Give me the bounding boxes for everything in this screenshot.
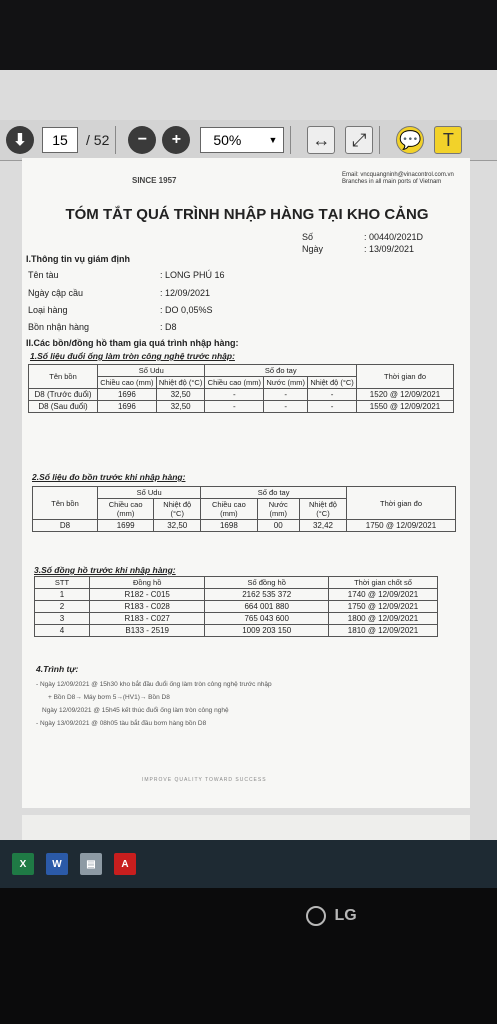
col-nhiet-do: Nhiệt độ (°C) [156,377,205,389]
table-3-caption: 3.Số đồng hồ trước khi nhập hàng: [34,565,176,575]
table-2-caption: 2.Số liệu đo bồn trước khi nhập hàng: [32,472,186,482]
section-4-heading: 4.Trình tự: [36,664,79,674]
section-2-heading: II.Các bồn/đồng hồ tham gia quá trình nhập hàng: [26,338,239,348]
zoom-out-button[interactable]: − [128,126,156,154]
table-meters [34,576,438,637]
info-label: Ngày cập cầu [28,288,84,298]
taskbar [0,840,497,888]
so-label: Số [302,232,314,242]
cell: D8 (Sau đuổi) [29,401,98,413]
cell: - [205,389,264,401]
monitor-brand: LG [334,907,357,925]
header-contact [342,172,454,186]
table-tank-before [32,486,456,532]
cell: 1009 203 150 [205,625,329,637]
col-thoi-gian: Thời gian đo [357,365,454,389]
col-chieu-cao-2: Chiều cao (mm) [201,499,257,520]
pdf-toolbar [0,120,497,161]
info-value: : D8 [160,322,177,332]
fit-page-icon[interactable]: ⤢ [345,126,373,154]
cell: 2 [35,601,90,613]
col-nuoc: Nước (mm) [257,499,299,520]
col-ten-bon: Tên bồn [29,365,98,389]
comment-icon[interactable]: 💬 [396,126,424,154]
excel-icon[interactable]: X [12,853,34,875]
cell: - [308,401,357,413]
cell: 1810 @ 12/09/2021 [329,625,438,637]
so-value: : 00440/2021D [364,232,424,242]
cell: 765 043 600 [205,613,329,625]
table-row [35,601,438,613]
col-nhiet-do: Nhiệt độ (°C) [154,499,201,520]
col-chieu-cao-2: Chiều cao (mm) [205,377,264,389]
cell: 1740 @ 12/09/2021 [329,589,438,601]
table-row [29,401,454,413]
toolbar-divider [115,126,116,154]
header-email: Email: vncquangninh@vinacontrol.com.vn [342,172,454,178]
table-1-caption: 1.Số liệu đuổi ống làm tròn công nghệ trước nhập: [30,351,235,361]
cell: 00 [257,520,299,532]
table-row [33,520,456,532]
cell: 1520 @ 12/09/2021 [357,389,454,401]
note-line: + Bồn D8→ Máy bơm 5→(HV1)→ Bồn D8 [48,694,170,701]
highlight-text-icon[interactable]: T [434,126,462,154]
cell: R183 - C027 [90,613,205,625]
col-so-do-tay: Số đo tay [205,365,357,377]
col-nuoc: Nước (mm) [264,377,308,389]
cell: 3 [35,613,90,625]
cell: 1750 @ 12/09/2021 [329,601,438,613]
cell: - [205,401,264,413]
cell: 32,42 [299,520,346,532]
col-ten-bon: Tên bồn [33,487,98,520]
info-value: : DO 0,05%S [160,305,213,315]
cell: R183 - C028 [90,601,205,613]
table-row [29,389,454,401]
col-thoi-gian: Thời gian chốt số [329,577,438,589]
cell: 1699 [98,520,154,532]
monitor-logo [306,906,357,926]
cell: 1550 @ 12/09/2021 [357,401,454,413]
pdf-reader-icon[interactable]: A [114,853,136,875]
page-down-button[interactable]: ⬇ [6,126,34,154]
col-chieu-cao: Chiều cao (mm) [98,499,154,520]
col-so-udu: Số Udu [98,365,205,377]
col-chieu-cao: Chiều cao (mm) [98,377,157,389]
col-so-do-tay: Số đo tay [201,487,347,499]
zoom-value: 50% [213,132,242,148]
footer-motto: IMPROVE QUALITY TOWARD SUCCESS [142,777,267,783]
cell: B133 - 2519 [90,625,205,637]
info-value: : 12/09/2021 [160,288,211,298]
info-label: Bồn nhận hàng [28,322,90,332]
ngay-value: : 13/09/2021 [364,244,415,254]
cell: - [264,389,308,401]
table-row [35,589,438,601]
toolbar-divider [290,126,291,154]
cell: 32,50 [156,389,205,401]
cell: 1698 [201,520,257,532]
col-nhiet-do-2: Nhiệt độ (°C) [308,377,357,389]
table-pipe-flush [28,364,454,413]
info-label: Loại hàng [28,305,68,315]
cell: 1 [35,589,90,601]
info-label: Tên tàu [28,270,59,280]
col-so-dong-ho: Số đồng hồ [205,577,329,589]
zoom-in-button[interactable]: + [162,126,190,154]
cell: 2162 535 372 [205,589,329,601]
monitor-top-bezel [0,0,497,70]
lg-logo-icon [306,906,326,926]
cell: 1696 [98,389,157,401]
chevron-down-icon: ▼ [268,135,278,145]
pdf-page [22,158,470,808]
zoom-select[interactable] [200,127,284,153]
document-title: TÓM TẮT QUÁ TRÌNH NHẬP HÀNG TẠI KHO CẢNG [65,206,429,223]
cell: D8 [33,520,98,532]
ngay-label: Ngày [302,244,324,254]
col-thoi-gian: Thời gian đo [347,487,456,520]
fit-width-icon[interactable]: ↔ [307,126,335,154]
info-value: : LONG PHÚ 16 [160,270,225,280]
table-row [35,625,438,637]
table-row [35,613,438,625]
cell: - [264,401,308,413]
screen [0,70,497,888]
page-number-input[interactable]: 15 [42,127,78,153]
cell: 664 001 880 [205,601,329,613]
page-total: / 52 [86,132,110,148]
word-icon[interactable]: W [46,853,68,875]
note-line: Ngày 12/09/2021 @ 15h45 kết thúc đuổi ống làm tròn công nghệ [42,707,229,714]
procedure-notes [36,678,272,730]
toolbar-divider [379,126,380,154]
note-line: - Ngày 12/09/2021 @ 15h30 kho bắt đầu đuổi ống làm tròn công nghệ trước nhập [36,681,272,688]
header-branches: Branches in all main ports of Vietnam [342,179,442,185]
company-since: SINCE 1957 [132,176,177,185]
monitor-bottom-bezel [0,888,497,1024]
cell: R182 - C015 [90,589,205,601]
cell: D8 (Trước đuổi) [29,389,98,401]
cell: 1750 @ 12/09/2021 [347,520,456,532]
col-so-udu: Số Udu [98,487,201,499]
col-dong-ho: Đồng hồ [90,577,205,589]
col-nhiet-do-2: Nhiệt độ (°C) [299,499,346,520]
cell: - [308,389,357,401]
section-1-heading: I.Thông tin vụ giám định [26,254,130,264]
cell: 4 [35,625,90,637]
cell: 1696 [98,401,157,413]
col-stt: STT [35,577,90,589]
cell: 32,50 [156,401,205,413]
scanner-icon[interactable]: ▤ [80,853,102,875]
cell: 1800 @ 12/09/2021 [329,613,438,625]
cell: 32,50 [154,520,201,532]
note-line: - Ngày 13/09/2021 @ 08h05 tàu bắt đầu bơm hàng bồn D8 [36,720,207,727]
